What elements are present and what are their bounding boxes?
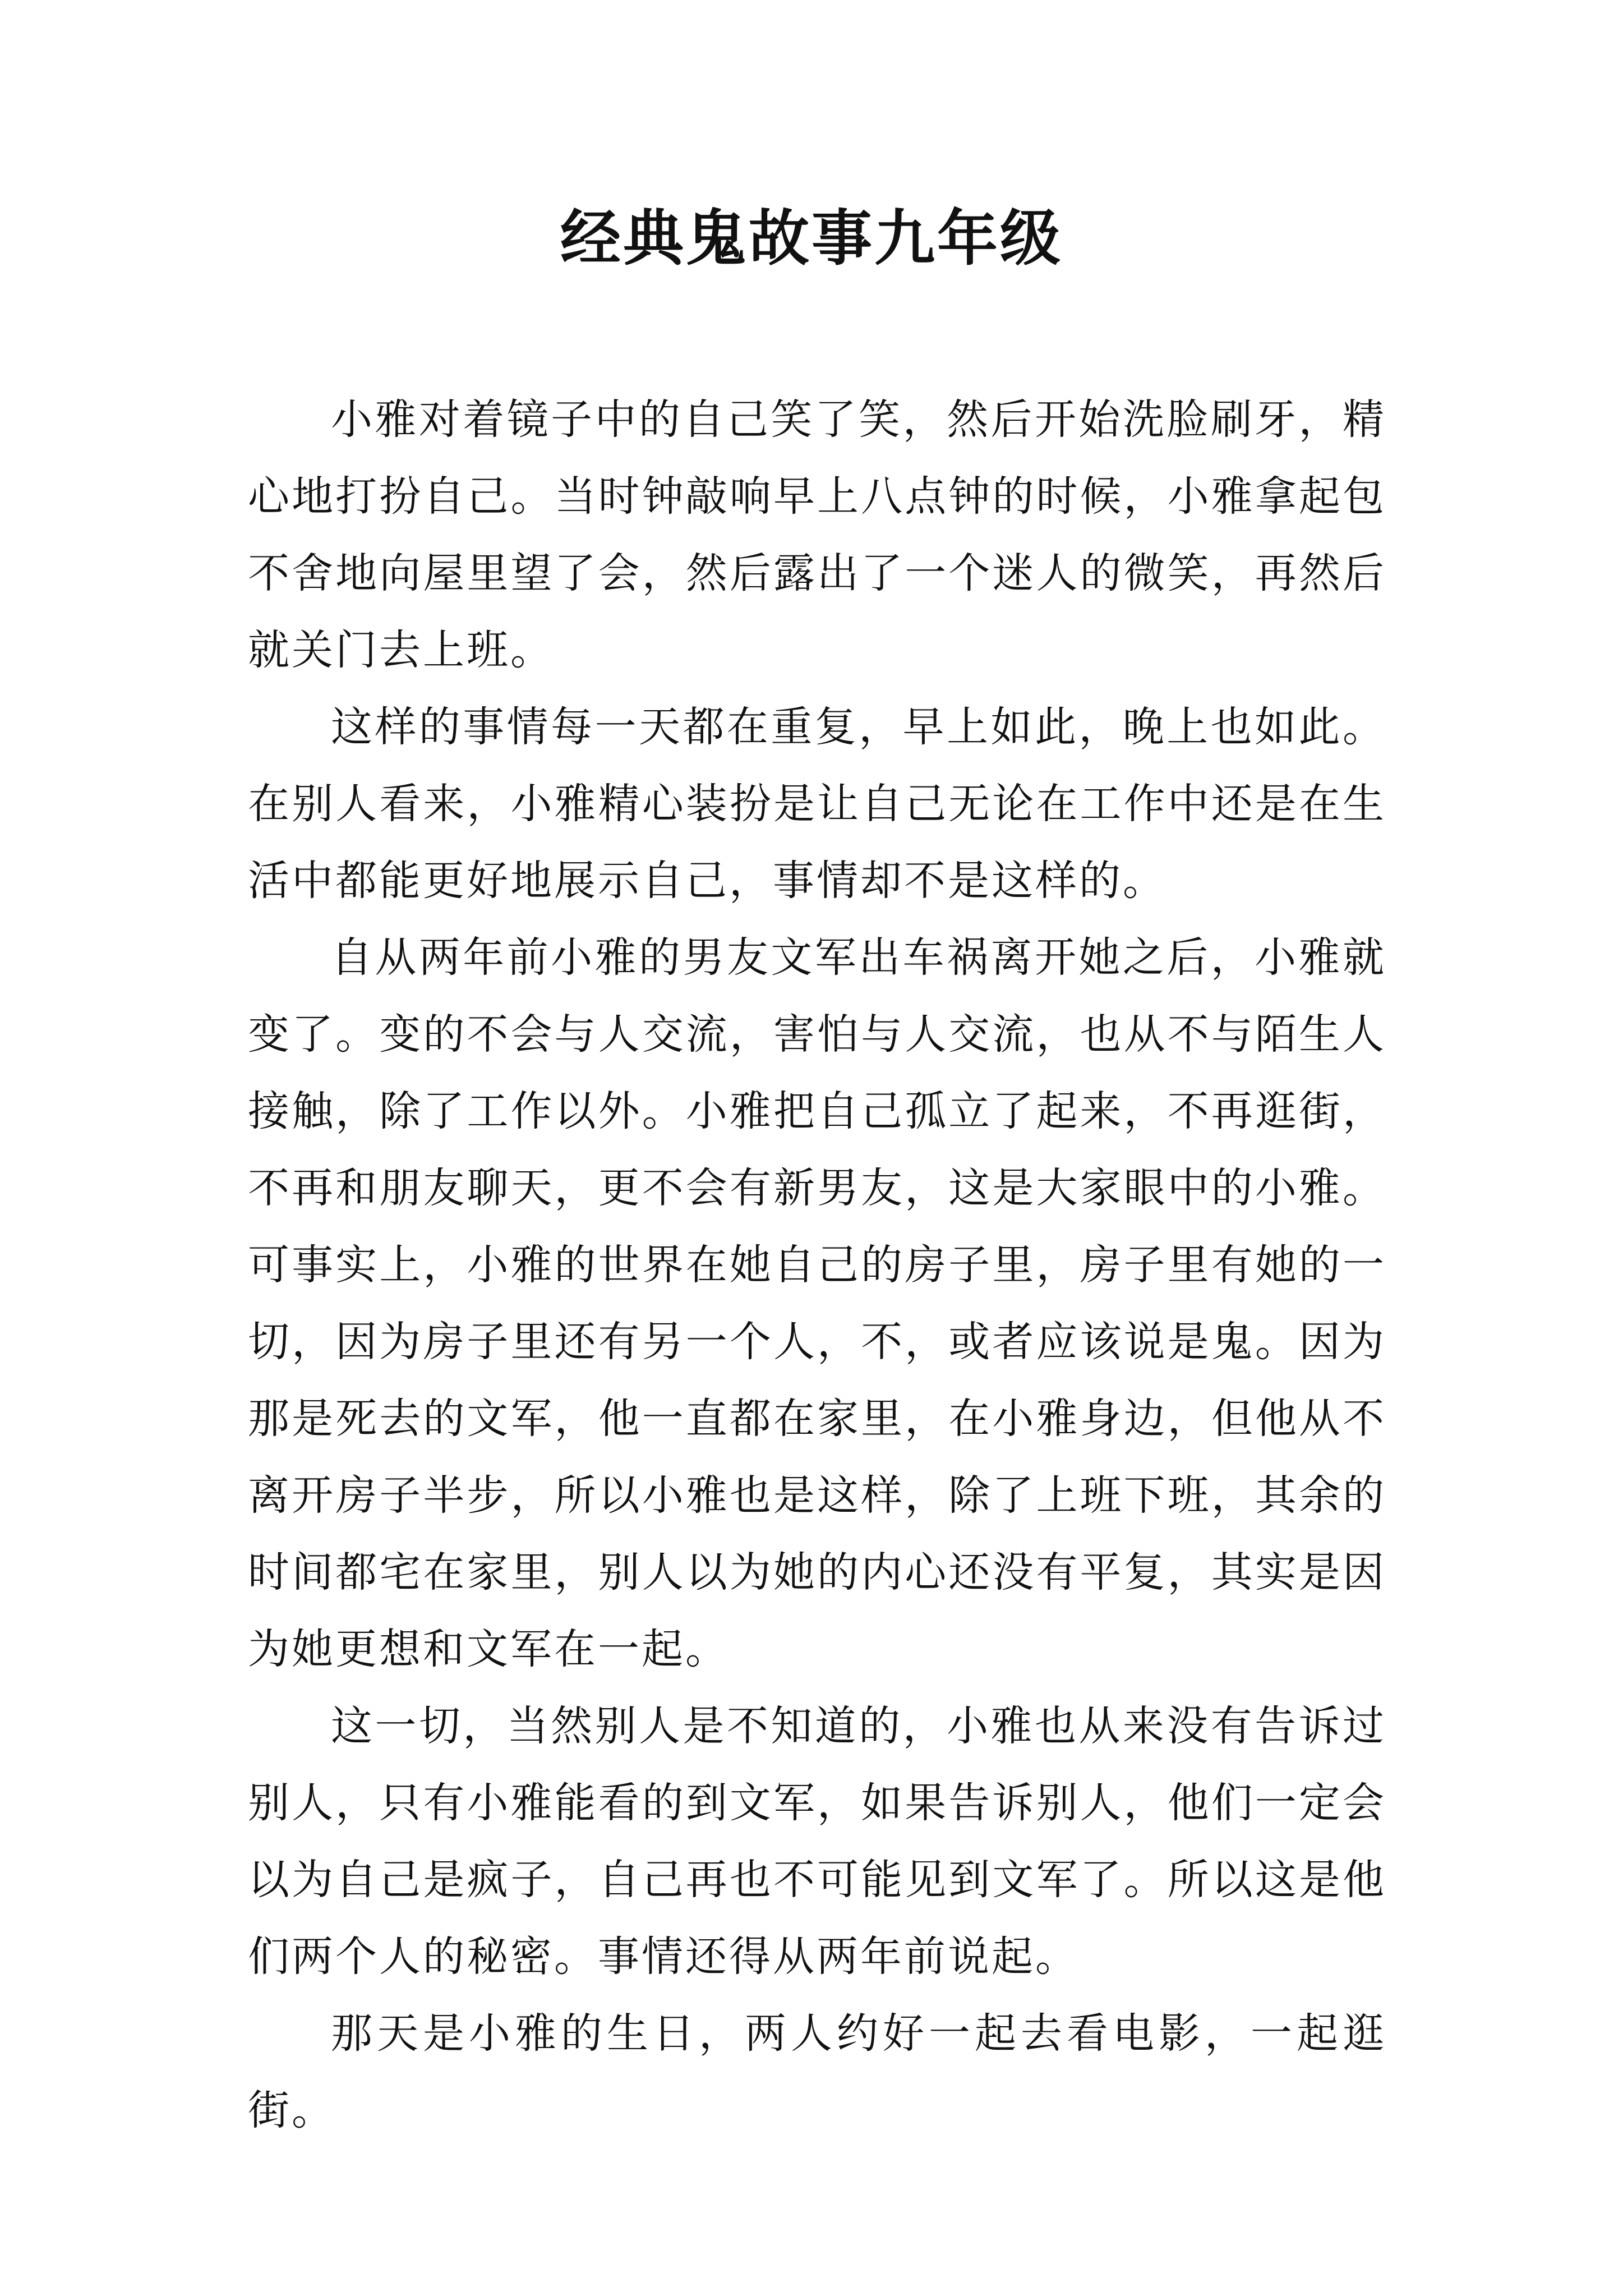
paragraph-2: 这样的事情每一天都在重复，早上如此，晚上也如此。在别人看来，小雅精心装扮是让自己无论在工作中还是在生活中都能更好地展示自己，事情却不是这样的。 [248, 703, 1386, 905]
document-body [248, 381, 1386, 2149]
paragraph-5: 那天是小雅的生日，两人约好一起去看电影，一起逛街。 [248, 2009, 1386, 2134]
page-title: 经典鬼故事九年级 [560, 203, 1063, 274]
paragraph-4: 这一切，当然别人是不知道的，小雅也从来没有告诉过别人，只有小雅能看的到文军，如果告诉别人，他们一定会以为自己是疯子，自己再也不可能见到文军了。所以这是他们两个人的秘密。事情还得从两年前说起。 [248, 1702, 1386, 1981]
paragraph-1: 小雅对着镜子中的自己笑了笑，然后开始洗脸刷牙，精心地打扮自己。当时钟敲响早上八点钟的时候，小雅拿起包不舍地向屋里望了会，然后露出了一个迷人的微笑，再然后就关门去上班。 [248, 395, 1386, 674]
paragraph-3: 自从两年前小雅的男友文军出车祸离开她之后，小雅就变了。变的不会与人交流，害怕与人交流，也从不与陌生人接触，除了工作以外。小雅把自己孤立了起来，不再逛街，不再和朋友聊天，更不会有新男友，这是大家眼中的小雅。可事实上，小雅的世界在她自己的房子里，房子里有她的一切，因为房子里还有另一个人，不，或者应该说是鬼。因为那是死去的文军，他一直都在家里，在小雅身边，但他从不离开房子半步，所以小雅也是这样，除了上班下班，其余的时间都宅在家里，别人以为她的内心还没有平复，其实是因为她更想和文军在一起。 [248, 933, 1386, 1673]
